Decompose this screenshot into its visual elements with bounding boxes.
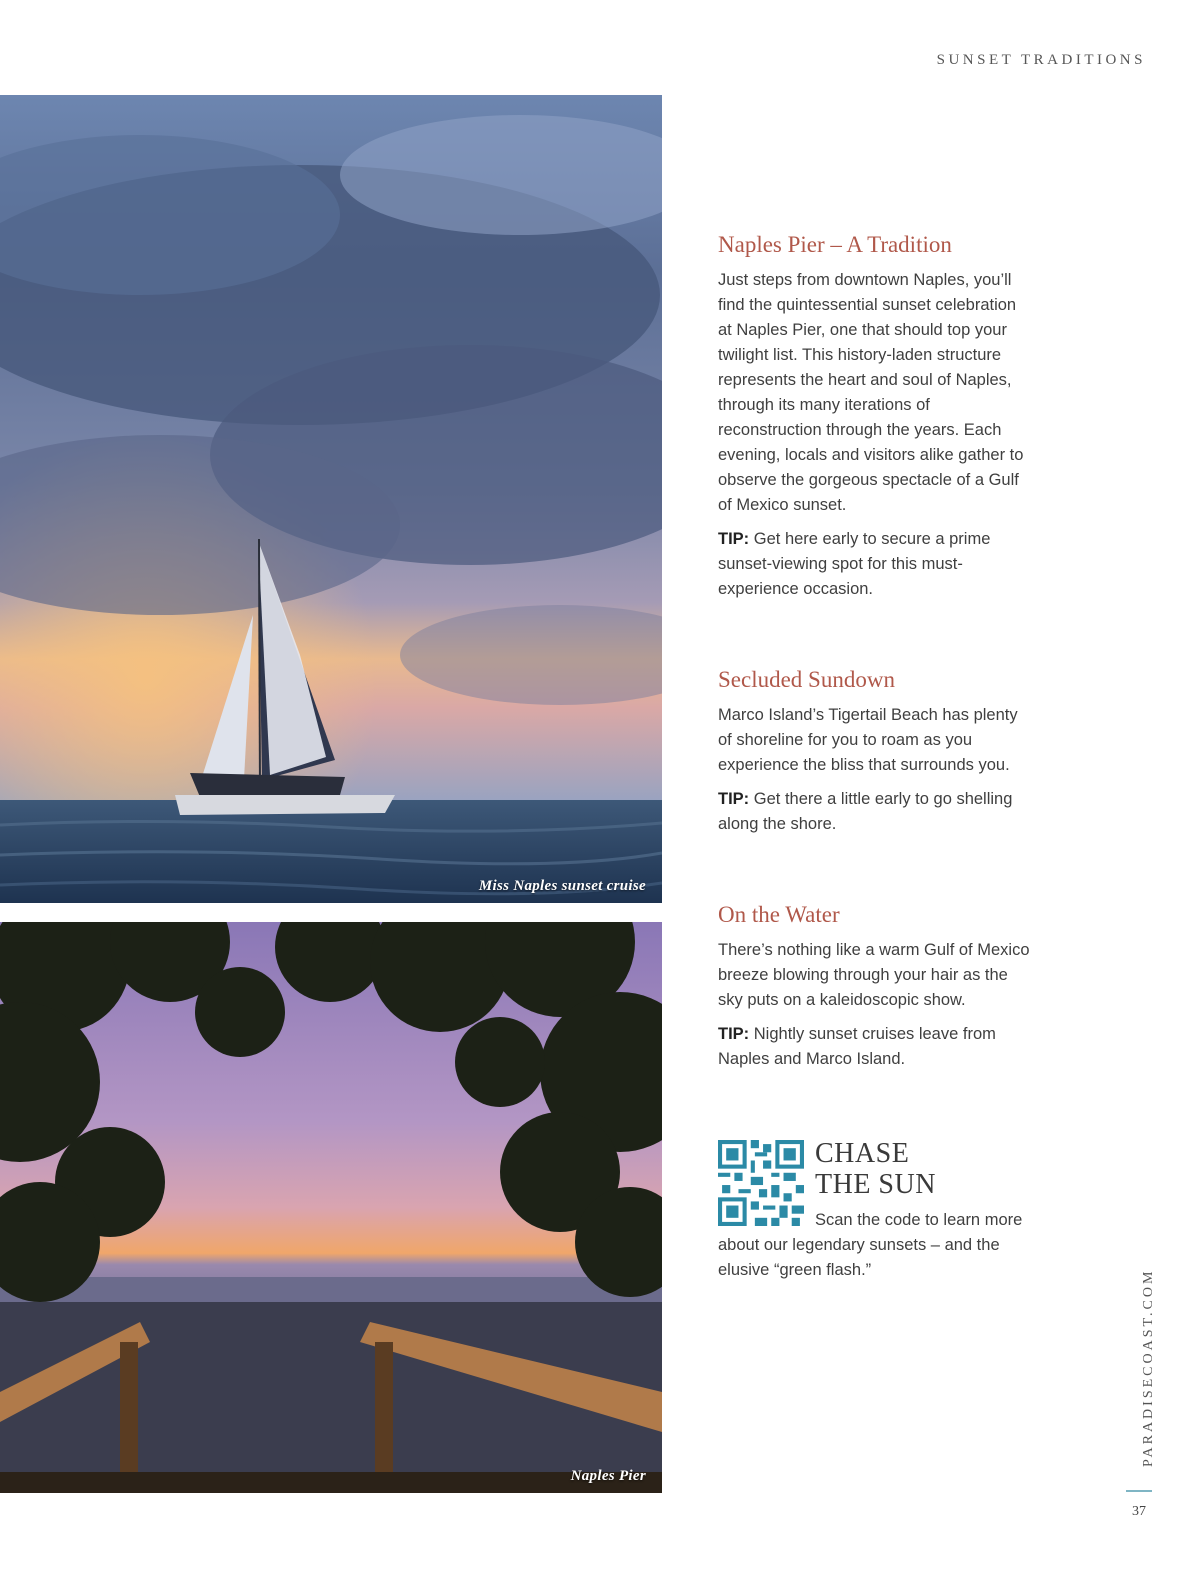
- tip-text: Get here early to secure a prime sunset-viewing spot for this must-experience occasion.: [718, 530, 991, 598]
- tip-label: TIP:: [718, 530, 750, 548]
- section-title: On the Water: [718, 902, 840, 927]
- callout-text: Scan the code to learn more about our legendary sunsets – and the elusive “green flash.”: [718, 1211, 1023, 1279]
- tip-text: Get there a little early to go shelling along the shore.: [718, 790, 1013, 833]
- section-body: Just steps from downtown Naples, you’ll find the quintessential sunset celebration at Naples Pier, one that should top your twilight list. This history-laden structure represents the heart and soul of Naples, through its many iterations of reconstruction through the years. Each evening, locals and visitors alike gather to observe the gorgeous spectacle of a Gulf of Mexico sunset.: [718, 271, 1024, 514]
- tip: [718, 527, 1030, 602]
- tip-label: TIP:: [718, 1025, 750, 1043]
- section-body: There’s nothing like a warm Gulf of Mexico breeze blowing through your hair as the sky puts on a kaleidoscopic show.: [718, 941, 1030, 1009]
- tip: [718, 787, 1030, 837]
- section-naples-pier: [718, 232, 1030, 602]
- section-secluded-sundown: [718, 667, 1030, 837]
- section-body: Marco Island’s Tigertail Beach has plenty of shoreline for you to roam as you experience the bliss that surrounds you.: [718, 706, 1018, 774]
- section-label: SUNSET TRADITIONS: [936, 52, 1146, 68]
- tip: [718, 1022, 1030, 1072]
- page-number: 37: [1132, 1504, 1146, 1519]
- section-title: Secluded Sundown: [718, 667, 895, 692]
- callout-title: [815, 1138, 936, 1200]
- tip-label: TIP:: [718, 790, 750, 808]
- photo-caption: Naples Pier: [570, 1468, 646, 1484]
- tip-text: Nightly sunset cruises leave from Naples and Marco Island.: [718, 1025, 996, 1068]
- website-url: PARADISECOAST.COM: [1141, 1268, 1156, 1467]
- photo-caption: Miss Naples sunset cruise: [478, 878, 646, 894]
- callout-title-line1: CHASE: [815, 1138, 910, 1169]
- sailboat-photo: [0, 95, 662, 903]
- beach-path-photo: [0, 922, 662, 1493]
- footer-rule: [1126, 1490, 1152, 1492]
- section-title: Naples Pier – A Tradition: [718, 232, 952, 257]
- callout-title-line2: THE SUN: [815, 1169, 936, 1200]
- section-on-the-water: [718, 902, 1030, 1072]
